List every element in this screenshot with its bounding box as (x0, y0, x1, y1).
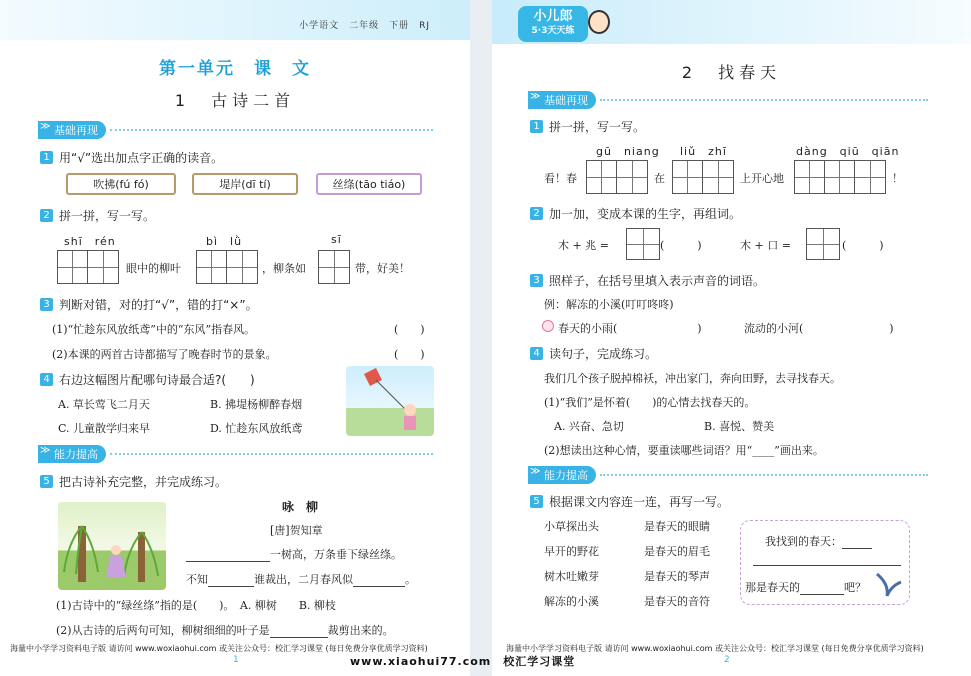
option-scroll-1[interactable]: 吹拂(fú fó) (66, 173, 176, 195)
footer-text: 海量中小学学习资料电子版 请访问 www.woxiaohui.com 或关注公众号：校汇学习课堂 (每日免费分享优质学习资料) (506, 644, 924, 653)
question-5: 5 根据课文内容连一连，再写一写。 (530, 493, 729, 510)
pinyin-3: sī (331, 233, 342, 246)
poem-line-2: 不知 谁裁出，二月春风似 。 (186, 573, 416, 586)
right-page: 小儿郎 5·3天天练 2 找春天 ≫ 基础再现 1 拼一拼，写一写。 gū niang liǔ zhī dàng qiū qiān 看！春 在 上开心地 ！ 2 加一加，变成本课的生字，再组词。 木 + 兆 = ( ) 木 + 口 = ( ) 3 照样子，在括号里填入表示声音的词语。 例：解冻的小溪(叮叮咚咚) 春天的小雨( ) 流动的小河( ) 4 读句子，完成练习。 我们几个孩子脱掉棉袄，冲出家门，奔向田野，去寻找春天。 (1)“我们”是怀着( )的心情去找春天的。 A. 兴奋、急切 B. 喜悦、赞美 (2)想读出这种心情，要重读哪些词语？用“____”画出来。 ≫ 能力提高 5 根据课文内容连一连，再写一写。 小草探出头 早开的野花 树木吐嫩芽 解冻的小溪 是春天的眼睛 是春天的眉毛 是春天的琴声 是春天的音符 海量中小学学习资料电子版 请访问 www.woxiaohui.com 或关注公众号：校汇学习课堂 (每日免费分享优质学习资料) 2 (492, 0, 971, 676)
lesson-title: 2 找春天 (681, 63, 782, 82)
question-3: 3 照样子，在括号里填入表示声音的词语。 (530, 272, 765, 289)
willow-illustration (58, 502, 166, 590)
option-scroll-2[interactable]: 堤岸(dī tí) (192, 173, 298, 195)
kite-illustration (346, 366, 434, 436)
match-right-item[interactable]: 是春天的眼睛 (644, 520, 710, 533)
match-right-item[interactable]: 是春天的音符 (644, 595, 710, 608)
brand-logo: 小儿郎 5·3天天练 (518, 6, 588, 42)
pinyin-2: bì lǜ (206, 235, 243, 248)
pinyin-2: liǔ zhī (680, 145, 727, 158)
writing-grid-3[interactable] (794, 160, 886, 194)
site-watermark: www.xiaohui77.com 校汇学习课堂 (350, 655, 576, 668)
page-number: 1 (233, 655, 239, 665)
match-right-item[interactable]: 是春天的眉毛 (644, 545, 710, 558)
question-5: 5 把古诗补充完整，并完成练习。 (40, 473, 227, 490)
flower-icon (542, 320, 554, 332)
section-basic: ≫ 基础再现 (528, 92, 928, 108)
poem-title: 咏 柳 (282, 500, 319, 514)
match-left-item[interactable]: 小草探出头 (544, 520, 599, 533)
swallow-icon (873, 566, 903, 600)
match-left-item[interactable]: 早开的野花 (544, 545, 599, 558)
answer-box-1[interactable] (626, 228, 660, 260)
poem-author: [唐]贺知章 (270, 524, 323, 537)
unit-title: 第一单元 课 文 (159, 59, 311, 79)
option-scroll-3[interactable]: 丝绦(tāo tiáo) (316, 173, 422, 195)
section-advanced: ≫ 能力提高 (528, 467, 928, 483)
answer-paren[interactable]: ( ) (394, 348, 425, 361)
question-1: 1 拼一拼，写一写。 (530, 118, 645, 135)
page-number: 2 (724, 655, 730, 665)
answer-box-2[interactable] (806, 228, 840, 260)
question-2: 2 拼一拼，写一写。 (40, 207, 155, 224)
match-left-item[interactable]: 树木吐嫩芽 (544, 570, 599, 583)
writing-grid-2[interactable] (672, 160, 734, 194)
answer-paren[interactable]: ( ) (394, 323, 425, 336)
pinyin-3: dàng qiū qiān (796, 145, 900, 158)
spring-note-card: 我找到的春天： 那是春天的 吧？ (740, 520, 910, 605)
question-3: 3 判断对错，对的打“√”，错的打“×”。 (40, 296, 258, 313)
pinyin-1: shī rén (64, 235, 116, 248)
book-info: 小学语文 二年级 下册 RJ (299, 21, 430, 31)
pinyin-1: gū niang (596, 145, 660, 158)
match-right-item[interactable]: 是春天的琴声 (644, 570, 710, 583)
question-1: 1 用“√”选出加点字正确的读音。 (40, 149, 223, 166)
question-4: 4 右边这幅图片配哪句诗最合适?( ) (40, 371, 255, 388)
writing-grid-1[interactable] (586, 160, 648, 194)
section-advanced: ≫ 能力提高 (38, 446, 433, 462)
kite-picture (346, 366, 434, 436)
poem-line-1: 一树高，万条垂下绿丝绦。 (186, 546, 402, 562)
footer-text: 海量中小学学习资料电子版 请访问 www.woxiaohui.com 或关注公众号：校汇学习课堂 (每日免费分享优质学习资料) (10, 644, 428, 653)
willow-picture (58, 502, 166, 590)
lesson-title: 1 古诗二首 (174, 91, 296, 110)
match-left-item[interactable]: 解冻的小溪 (544, 595, 599, 608)
section-basic: ≫ 基础再现 (38, 122, 433, 138)
writing-grid-1[interactable] (57, 250, 119, 284)
question-4: 4 读句子，完成练习。 (530, 345, 657, 362)
question-2: 2 加一加，变成本课的生字，再组词。 (530, 205, 741, 222)
mascot-icon (588, 10, 610, 34)
writing-grid-3[interactable] (318, 250, 350, 284)
writing-grid-2[interactable] (196, 250, 258, 284)
left-page: 小学语文 二年级 下册 RJ 第一单元 课 文 1 古诗二首 ≫ 基础再现 1 用“√”选出加点字正确的读音。 吹拂(fú fó) 堤岸(dī tí) 丝绦(tāo tiáo) 2 拼一拼，写一写。 shī rén bì lǜ sī 眼中的柳叶 ，柳条如 带，好美！ 3 判断对错，对的打“√”，错的打“×”。 (1)“忙趁东风放纸鸢”中的“东风”指春风。 ( ) (2)本课的两首古诗都描写了晚春时节的景象。 ( ) 4 右边这幅图片配哪句诗最合适?( ) A. 草长莺飞二月天 B. 拂堤杨柳醉春烟 C. 儿童散学归来早 D. 忙趁东风放纸鸢 ≫ 能力提高 5 把古诗补充完整，并完成练习。 咏 柳 [唐]贺知章 一树高，万条垂下绿丝绦。 不知 谁裁出，二月春风似 。 (1)古诗中的“绿丝绦”指的是( )。 A. 柳树 B. 柳枝 (2)从古诗的后两句可知，柳树细细的叶子是 裁剪出来的。 海量中小学学习资料电子版 请访问 www.woxiaohui.com 或关注公众号：校汇学习课堂 (每日免费分享优质学习资料) 1 (0, 0, 470, 676)
